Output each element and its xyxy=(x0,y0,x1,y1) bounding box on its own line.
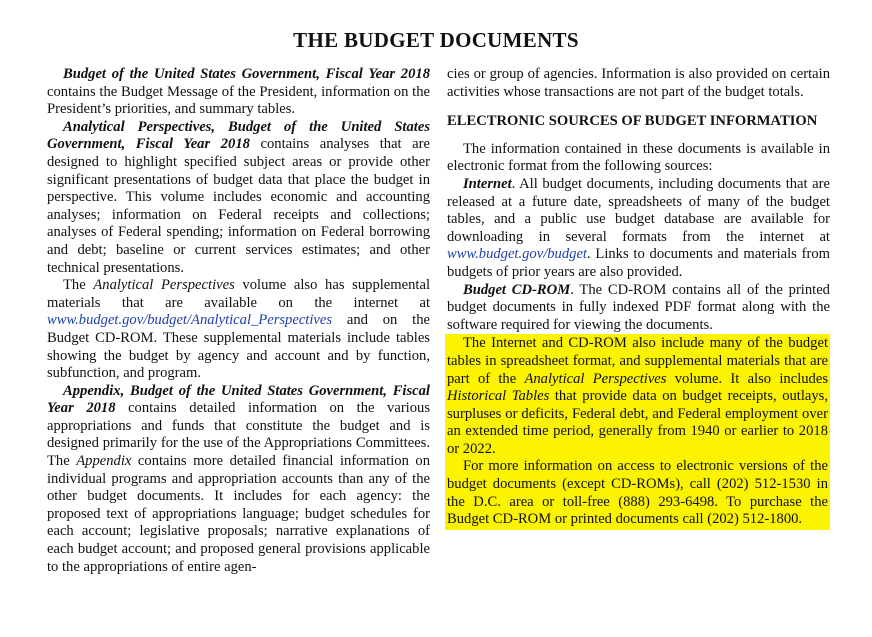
section-heading-electronic-sources: ELECTRONIC SOURCES OF BUDGET INFORMATION xyxy=(447,113,818,130)
label-budget-cd-rom: Budget CD-ROM xyxy=(463,281,571,298)
paragraph-supplemental: The Analytical Perspectives volume also has supplemental materials that are available on the internet at www.budget.gov/budget/Analytical_Perspectives and on the Budget CD-ROM. These supplemental materials include tables showing the budget by agency and account and by function, subfunction, and program. xyxy=(47,277,430,382)
doc-title-appendix: Appendix, Budget of the United States Government, Fiscal Year 2018 xyxy=(47,382,430,417)
paragraph-highlighted-contact: For more information on access to electronic versions of the budget documents (except CD-ROMs), call (202) 512-1530 in the D.C. area or toll-free (888) 293-6498. To purchase the Budget CD-ROM or printed documents call (202) 512-1800. xyxy=(447,458,828,528)
label-internet: Internet xyxy=(463,175,512,192)
paragraph-cd-rom: Budget CD-ROM. The CD-ROM contains all of the printed budget documents in fully indexed PDF format along with the software required for viewing the documents. xyxy=(447,281,830,333)
right-column xyxy=(447,66,830,530)
highlighted-block xyxy=(445,334,830,530)
doc-title-analytical-perspectives: Analytical Perspectives, Budget of the United States Government, Fiscal Year 2018 xyxy=(47,118,430,153)
budget-gov-link[interactable]: www.budget.gov/budget xyxy=(447,246,587,263)
paragraph-highlighted-spreadsheets: The Internet and CD-ROM also include many of the budget tables in spreadsheet format, and supplemental materials that are part of the Analytical Perspectives volume. It also includes Historical Tables that provide data on budget receipts, outlays, surpluses or deficits, Federal debt, and Federal employment over an extended time period, generally from 1940 or earlier to 2018 or 2022. xyxy=(447,335,829,457)
paragraph-continued: cies or group of agencies. Information is also provided on certain activities whose transactions are not part of the budget totals. xyxy=(447,66,830,100)
doc-title-budget: Budget of the United States Government, Fiscal Year 2018 xyxy=(63,66,430,82)
paragraph-appendix: Appendix, Budget of the United States Government, Fiscal Year 2018 contains detailed information on the various appropriations and funds that constitute the budget and is designed primarily for the use of the Appropriations Committees. The Appendix contains more detailed financial information on individual programs and appropriation accounts than any of the other budget documents. It includes for each agency: the proposed text of appropriations language; budget schedules for each account; legislative proposals; narrative explanations of each budget account; and proposed general provisions applicable to the appropriations of entire agen- xyxy=(47,382,431,575)
paragraph-analytical-perspectives: Analytical Perspectives, Budget of the United States Government, Fiscal Year 2018 contains analyses that are designed to highlight specified subject areas or provide other significant presentations of budget data that place the budget in perspective. This volume includes economic and accounting analyses; information on Federal receipts and collections; analyses of Federal spending; information on Federal borrowing and debt; baseline or current services estimates; and other technical presentations. xyxy=(47,118,430,276)
paragraph-electronic-intro: The information contained in these documents is available in electronic format from the following sources: xyxy=(447,140,830,175)
paragraph-internet: Internet. All budget documents, including documents that are released at a future date, spreadsheets of many of the budget tables, and a public use budget database are available for downloading in several formats from the internet at www.budget.gov/budget. Links to documents and materials from budgets of prior years are also provided. xyxy=(447,175,830,280)
paragraph-budget: Budget of the United States Government, Fiscal Year 2018 contains the Budget Message of the President, information on the President’s priorities, and summary tables. xyxy=(47,66,430,118)
left-column xyxy=(47,66,430,576)
analytical-perspectives-link[interactable]: www.budget.gov/budget/Analytical_Perspectives xyxy=(47,312,333,329)
page-title: THE BUDGET DOCUMENTS xyxy=(293,28,579,52)
